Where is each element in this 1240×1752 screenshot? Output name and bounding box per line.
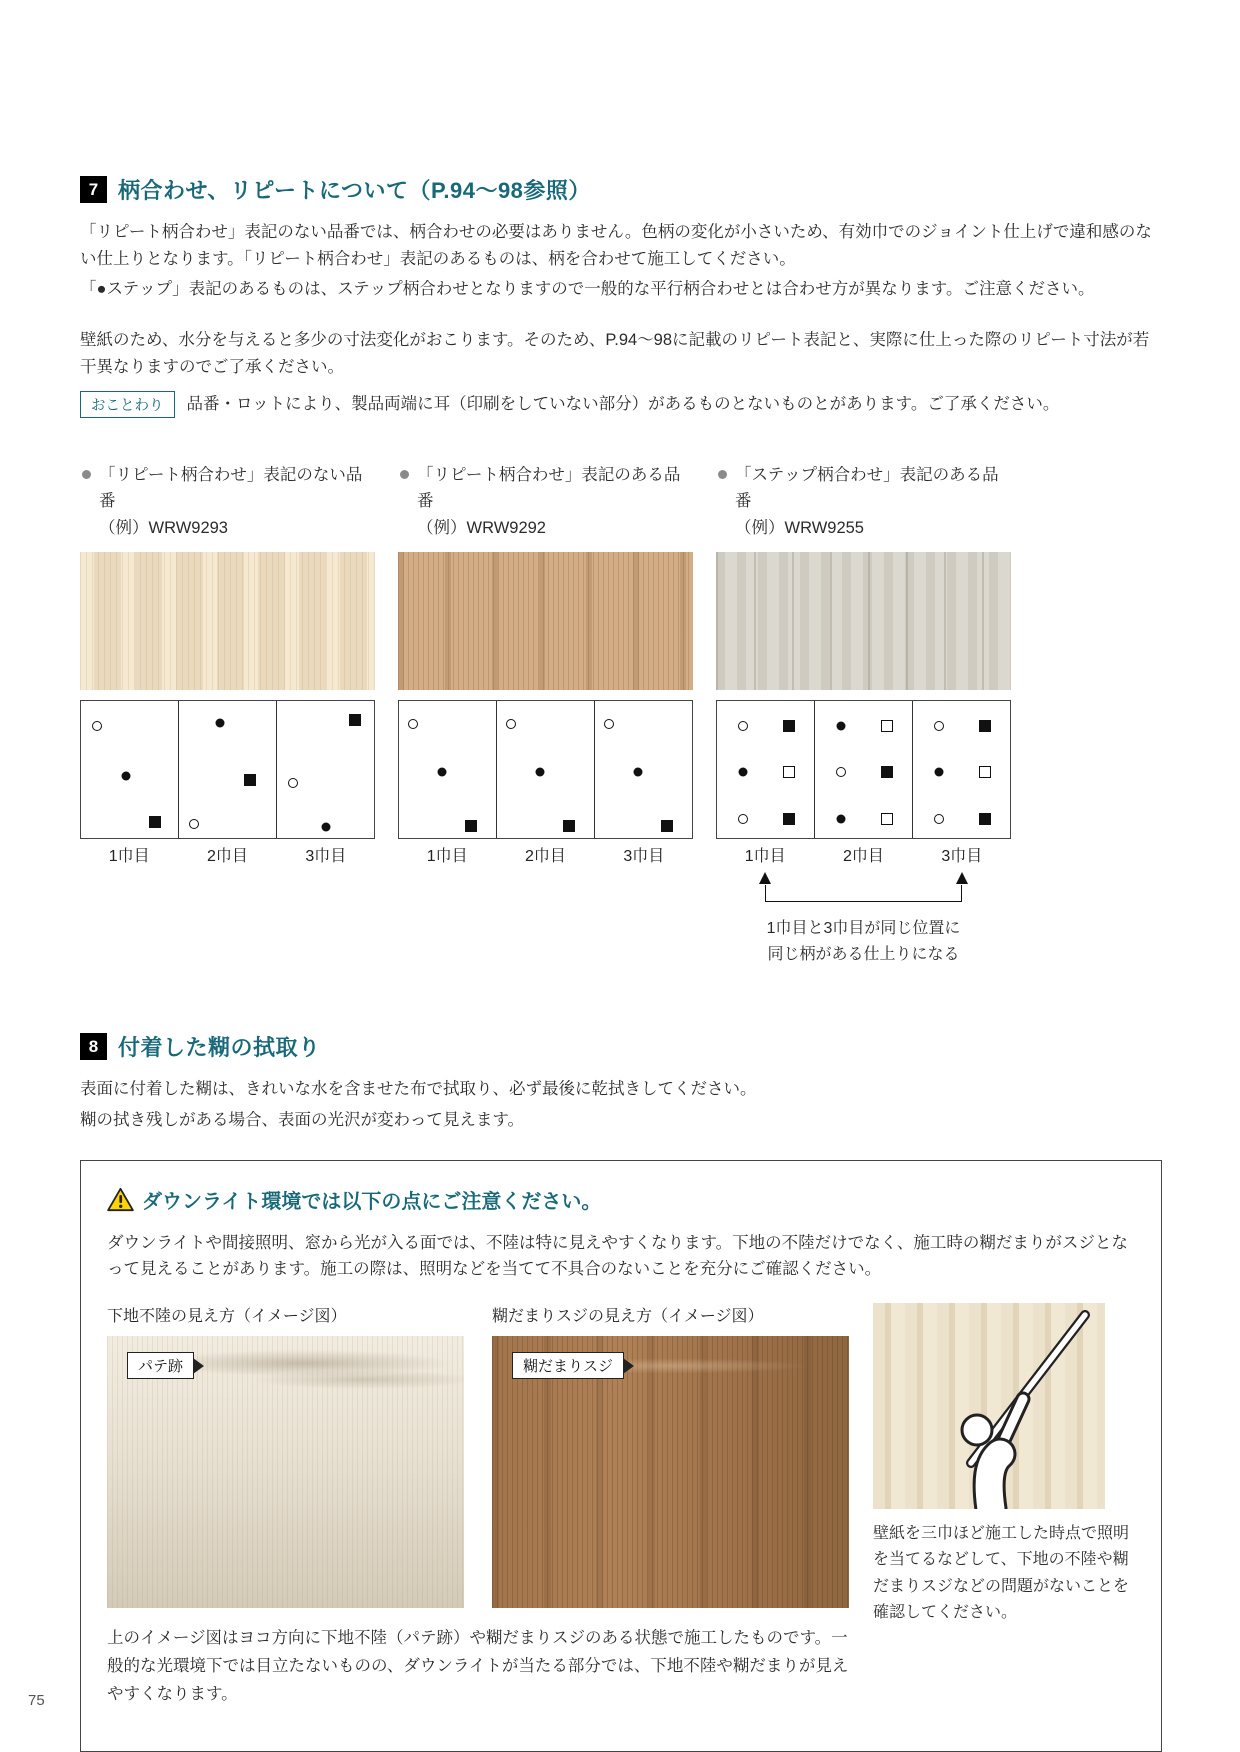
up-arrow-icon xyxy=(956,872,968,884)
width-label: 1巾目 xyxy=(108,848,150,865)
section-number-badge: 8 xyxy=(80,1033,107,1060)
callout-tag xyxy=(127,1352,194,1379)
width-label: 2巾目 xyxy=(843,848,884,865)
pattern-symbol xyxy=(121,772,130,781)
page-number: 75 xyxy=(28,1692,45,1709)
width-label: 2巾目 xyxy=(525,848,566,865)
page-content xyxy=(80,174,1162,1752)
sample-code: （例）WRW9293 xyxy=(99,519,228,538)
pattern-symbol xyxy=(244,774,256,786)
bullet-icon xyxy=(82,470,91,479)
diagram-panel xyxy=(399,701,496,838)
paragraph-repeat-intro: 「リピート柄合わせ」表記のない品番では、柄合わせの必要はありません。色柄の変化が小さいため、有効巾でのジョイント仕上げで違和感のない仕上りとなります。「リピート柄合わせ」表記のあるものは、柄を合わせて施工してください。 xyxy=(80,223,1152,268)
pattern-symbol xyxy=(837,814,846,823)
callout-text: パテ跡 xyxy=(138,1358,184,1376)
pattern-symbol xyxy=(934,721,944,731)
wallpaper-sample-image xyxy=(80,552,375,690)
pattern-symbol xyxy=(661,820,673,832)
pattern-symbol xyxy=(881,766,893,778)
section-8-heading xyxy=(80,1031,1162,1062)
diagram-panel xyxy=(178,701,276,838)
pattern-symbol xyxy=(881,813,893,825)
pattern-symbol xyxy=(934,814,944,824)
pattern-symbol xyxy=(506,719,516,729)
sample-code: （例）WRW9292 xyxy=(417,519,546,538)
pattern-symbol xyxy=(836,767,846,777)
pattern-symbol xyxy=(563,820,575,832)
bullet-icon xyxy=(718,470,727,479)
pattern-symbol xyxy=(739,768,748,777)
pattern-symbol xyxy=(437,768,446,777)
wallpaper-sample-image xyxy=(716,552,1011,690)
pattern-symbol xyxy=(149,816,161,828)
section-8-title: 付着した糊の拭取り xyxy=(118,1035,321,1061)
figure-caption: 下地不陸の見え方（イメージ図） xyxy=(107,1308,347,1326)
pattern-symbol xyxy=(288,778,298,788)
pattern-symbol xyxy=(935,768,944,777)
example-figures xyxy=(107,1303,849,1608)
sample-label-row xyxy=(716,463,1011,542)
sample-column-step xyxy=(716,463,1011,967)
diagram-panel xyxy=(912,701,1010,838)
section-glue-wiping xyxy=(80,1031,1162,1752)
warning-title: ダウンライト環境では以下の点にご注意ください。 xyxy=(142,1190,602,1213)
sample-label: 「ステップ柄合わせ」表記のある品番 xyxy=(735,466,999,510)
bullet-icon xyxy=(400,470,409,479)
pattern-symbol xyxy=(465,820,477,832)
sample-column-no-repeat xyxy=(80,463,375,967)
width-diagram xyxy=(716,700,1011,839)
sample-label-row xyxy=(398,463,693,542)
pattern-symbol xyxy=(215,718,224,727)
width-label: 3巾目 xyxy=(305,848,347,865)
pattern-symbol xyxy=(881,720,893,732)
warning-left-column xyxy=(107,1303,849,1725)
width-labels xyxy=(80,843,375,866)
pattern-symbol xyxy=(92,721,102,731)
pattern-symbol xyxy=(979,813,991,825)
wallpaper-sample-image xyxy=(398,552,693,690)
pattern-symbol xyxy=(783,720,795,732)
width-label: 1巾目 xyxy=(744,848,786,865)
section-number-badge: 7 xyxy=(80,176,107,203)
pattern-symbol xyxy=(783,766,795,778)
diagram-panel xyxy=(81,701,178,838)
sample-label: 「リピート柄合わせ」表記のない品番 xyxy=(99,466,363,510)
width-label: 1巾目 xyxy=(426,848,468,865)
up-arrow-icon xyxy=(759,872,771,884)
diagram-panel xyxy=(717,701,814,838)
pattern-symbol xyxy=(189,819,199,829)
width-labels xyxy=(398,843,693,866)
section-7-heading xyxy=(80,174,1162,205)
width-label: 3巾目 xyxy=(623,848,665,865)
pattern-symbol xyxy=(604,719,614,729)
bracket-line xyxy=(765,885,962,902)
width-diagram xyxy=(398,700,693,839)
pattern-symbol xyxy=(979,720,991,732)
pattern-symbol xyxy=(738,814,748,824)
step-note xyxy=(716,916,1011,967)
callout-tag xyxy=(512,1352,624,1379)
pattern-symbol xyxy=(408,719,418,729)
pattern-symbol xyxy=(535,768,544,777)
width-label: 2巾目 xyxy=(207,848,248,865)
pattern-symbol xyxy=(633,768,642,777)
paragraph-dimension-note: 壁紙のため、水分を与えると多少の寸法変化がおこります。そのため、P.94～98に記載のリピート表記と、実際に仕上った際のリピート寸法が若干異なりますのでご了承ください。 xyxy=(80,331,1150,376)
sample-columns xyxy=(80,463,1162,967)
pattern-symbol xyxy=(738,721,748,731)
figure-substrate xyxy=(107,1303,464,1608)
pattern-symbol xyxy=(321,823,330,832)
warning-box xyxy=(80,1160,1162,1752)
diagram-panel xyxy=(496,701,594,838)
disclaimer-row xyxy=(80,391,1162,422)
warning-icon xyxy=(107,1187,134,1212)
width-diagram xyxy=(80,700,375,839)
diagram-panel xyxy=(814,701,912,838)
disclaimer-text: 品番・ロットにより、製品両端に耳（印刷をしていない部分）があるものとないものとがあります。ご了承ください。 xyxy=(186,394,1060,413)
pattern-symbol xyxy=(783,813,795,825)
figures-note: 上のイメージ図はヨコ方向に下地不陸（パテ跡）や糊だまりスジのある状態で施工したものです。一般的な光環境下では目立たないものの、ダウンライトが当たる部分では、下地不陸や糊だまりが見えやすくなります。 xyxy=(107,1629,849,1704)
sample-code: （例）WRW9255 xyxy=(735,519,864,538)
section-7-title: 柄合わせ、リピートについて（P.94～98参照） xyxy=(118,178,591,203)
warning-body: ダウンライトや間接照明、窓から光が入る面では、不陸は特に見えやすくなります。下地の不陸だけでなく、施工時の糊だまりがスジとなって見えることがあります。施工の際は、照明などを当てて不具合のないことを充分にご確認ください。 xyxy=(107,1233,1128,1279)
inspection-illustration xyxy=(873,1303,1105,1509)
step-note-line: 1巾目と3巾目が同じ位置に xyxy=(766,920,961,937)
inspection-note: 壁紙を三巾ほど施工した時点で照明を当てるなどして、下地の不陸や糊だまりスジなどの問題がないことを確認してください。 xyxy=(873,1525,1130,1622)
diagram-panel xyxy=(276,701,374,838)
warning-content xyxy=(107,1303,1135,1725)
step-annotation xyxy=(716,870,1011,914)
width-labels xyxy=(716,843,1011,866)
disclaimer-label: おことわり xyxy=(80,391,175,418)
warning-heading xyxy=(107,1185,1135,1214)
sample-label-row xyxy=(80,463,375,542)
glue-streak-example-image xyxy=(492,1336,849,1608)
pattern-symbol xyxy=(837,721,846,730)
pattern-symbol xyxy=(349,714,361,726)
sample-column-repeat xyxy=(398,463,693,967)
paragraph-glue-2: 糊の拭き残しがある場合、表面の光沢が変わって見えます。 xyxy=(80,1110,525,1129)
section-pattern-matching xyxy=(80,174,1162,967)
paragraph-step-note: 「●ステップ」表記のあるものは、ステップ柄合わせとなりますので一般的な平行柄合わせとは合わせ方が異なります。ご注意ください。 xyxy=(80,280,1095,299)
step-note-line: 同じ柄がある仕上りになる xyxy=(767,945,960,963)
paragraph-glue-1: 表面に付着した糊は、きれいな水を含ませた布で拭取り、必ず最後に乾拭きしてください。 xyxy=(80,1080,757,1099)
callout-text: 糊だまりスジ xyxy=(523,1358,614,1376)
figure-caption: 糊だまりスジの見え方（イメージ図） xyxy=(492,1308,764,1326)
figure-glue-streak xyxy=(492,1303,849,1608)
width-label: 3巾目 xyxy=(941,848,983,865)
putty-example-image xyxy=(107,1336,464,1608)
diagram-panel xyxy=(594,701,692,838)
pattern-symbol xyxy=(979,766,991,778)
sample-label: 「リピート柄合わせ」表記のある品番 xyxy=(417,466,681,510)
warning-right-column xyxy=(873,1303,1133,1725)
